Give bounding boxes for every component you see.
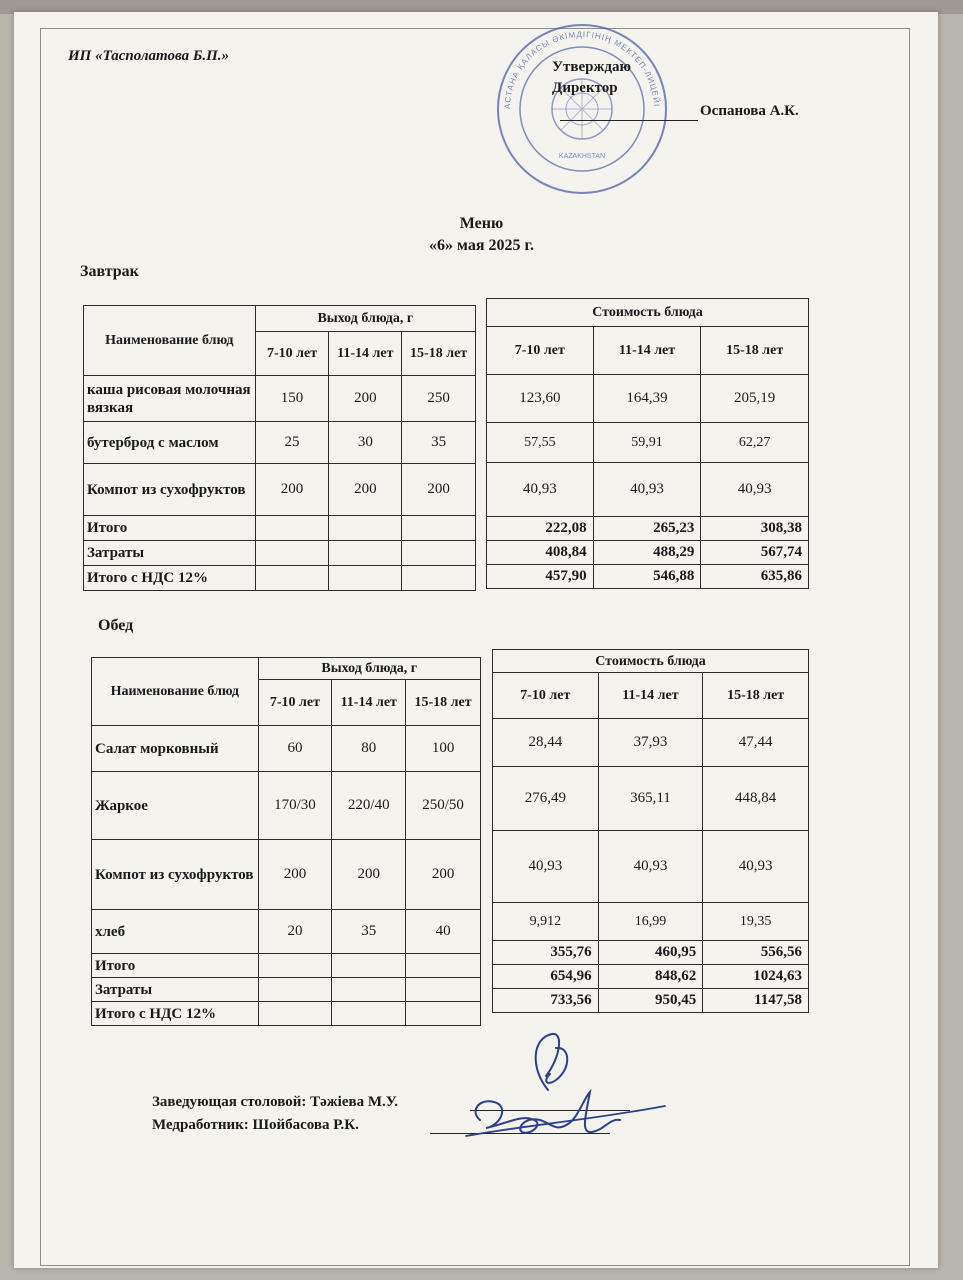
weight-cell: 25: [255, 422, 329, 464]
weight-cell: 40: [406, 910, 481, 954]
total-cost-cell: 556,56: [703, 941, 809, 965]
age-header: 15-18 лет: [703, 673, 809, 719]
table-row: [493, 767, 809, 831]
breakfast-weights-table: [83, 305, 476, 591]
weight-cell: 250: [402, 376, 476, 422]
table-row: [487, 565, 809, 589]
table-row: [487, 517, 809, 541]
cost-cell: 40,93: [701, 463, 809, 517]
cost-cell: 59,91: [593, 423, 701, 463]
weights-header: Выход блюда, г: [258, 658, 480, 680]
age-header: 11-14 лет: [598, 673, 703, 719]
weights-header: Выход блюда, г: [255, 306, 475, 332]
empty-cell: [402, 541, 476, 566]
cost-cell: 16,99: [598, 903, 703, 941]
weight-cell: 220/40: [332, 772, 406, 840]
table-row: [84, 376, 476, 422]
expenses-cell: 848,62: [598, 965, 703, 989]
empty-cell: [258, 1002, 332, 1026]
lunch-section-title: Обед: [98, 617, 134, 634]
document-date: «6» мая 2025 г.: [429, 237, 534, 254]
table-row: [493, 989, 809, 1013]
table-row: [493, 719, 809, 767]
table-row: [493, 941, 809, 965]
cost-cell: 28,44: [493, 719, 599, 767]
lunch-weights-table: [91, 657, 481, 1026]
table-row: [92, 954, 481, 978]
cost-cell: 40,93: [487, 463, 594, 517]
total-cost-cell: 222,08: [487, 517, 594, 541]
total-vat-label: Итого с НДС 12%: [84, 566, 256, 591]
table-row: [493, 831, 809, 903]
name-header: Наименование блюд: [84, 306, 256, 376]
cost-header: Стоимость блюда: [493, 650, 809, 673]
age-header: 7-10 лет: [487, 327, 594, 375]
empty-cell: [255, 516, 329, 541]
age-header: 11-14 лет: [329, 332, 402, 376]
approve-label: Утверждаю: [552, 59, 631, 75]
official-stamp: [495, 18, 670, 200]
cost-cell: 123,60: [487, 375, 594, 423]
stamp-center-text: KAZAKHSTAN: [558, 153, 606, 160]
director-name: Оспанова А.К.: [700, 103, 799, 119]
weight-cell: 35: [402, 422, 476, 464]
medic-label: Медработник: Шойбасова Р.К.: [152, 1117, 359, 1133]
table-row: [92, 910, 481, 954]
weight-cell: 200: [329, 376, 402, 422]
age-header: 7-10 лет: [258, 680, 332, 726]
cost-cell: 40,93: [598, 831, 703, 903]
empty-cell: [406, 954, 481, 978]
empty-cell: [332, 978, 406, 1002]
cost-cell: 47,44: [703, 719, 809, 767]
table-row: [92, 726, 481, 772]
table-row: [84, 566, 476, 591]
cost-cell: 365,11: [598, 767, 703, 831]
name-header: Наименование блюд: [92, 658, 259, 726]
breakfast-section-title: Завтрак: [80, 263, 139, 280]
table-row: [84, 464, 476, 516]
dish-name: хлеб: [92, 910, 259, 954]
total-vat-cell: 950,45: [598, 989, 703, 1013]
empty-cell: [402, 516, 476, 541]
weight-cell: 100: [406, 726, 481, 772]
cost-cell: 57,55: [487, 423, 594, 463]
total-vat-cell: 546,88: [593, 565, 701, 589]
table-row: [92, 772, 481, 840]
cost-cell: 37,93: [598, 719, 703, 767]
empty-cell: [329, 566, 402, 591]
empty-cell: [406, 978, 481, 1002]
expenses-cell: 567,74: [701, 541, 809, 565]
total-cost-cell: 355,76: [493, 941, 599, 965]
table-row: [84, 541, 476, 566]
age-header: 15-18 лет: [402, 332, 476, 376]
total-vat-label: Итого с НДС 12%: [92, 1002, 259, 1026]
cost-cell: 40,93: [493, 831, 599, 903]
age-header: 7-10 лет: [255, 332, 329, 376]
cost-cell: 276,49: [493, 767, 599, 831]
empty-cell: [406, 1002, 481, 1026]
weight-cell: 30: [329, 422, 402, 464]
director-label: Директор: [552, 80, 618, 96]
table-row: [84, 516, 476, 541]
empty-cell: [402, 566, 476, 591]
age-header: 15-18 лет: [406, 680, 481, 726]
expenses-label: Затраты: [92, 978, 259, 1002]
weight-cell: 35: [332, 910, 406, 954]
approval-block: [552, 57, 631, 99]
total-cost-cell: 460,95: [598, 941, 703, 965]
cost-cell: 19,35: [703, 903, 809, 941]
age-header: 7-10 лет: [493, 673, 599, 719]
empty-cell: [255, 541, 329, 566]
table-row: [487, 375, 809, 423]
dish-name: Жаркое: [92, 772, 259, 840]
expenses-cell: 1024,63: [703, 965, 809, 989]
weight-cell: 200: [406, 840, 481, 910]
stamp-text: АСТАНА ҚАЛАСЫ ӘКІМДІГІНІҢ МЕКТЕП-ЛИЦЕЙІ: [502, 29, 661, 110]
dish-name: Салат морковный: [92, 726, 259, 772]
weight-cell: 250/50: [406, 772, 481, 840]
table-row: [92, 1002, 481, 1026]
weight-cell: 200: [402, 464, 476, 516]
weight-cell: 200: [332, 840, 406, 910]
weight-cell: 200: [255, 464, 329, 516]
table-row: [487, 541, 809, 565]
table-row: [84, 422, 476, 464]
document-title: Меню: [459, 215, 504, 232]
table-row: [493, 903, 809, 941]
expenses-cell: 408,84: [487, 541, 594, 565]
empty-cell: [329, 516, 402, 541]
cost-cell: 164,39: [593, 375, 701, 423]
empty-cell: [332, 954, 406, 978]
company-name: ИП «Тасполатова Б.П.»: [68, 48, 230, 64]
weight-cell: 200: [258, 840, 332, 910]
total-vat-cell: 457,90: [487, 565, 594, 589]
age-header: 11-14 лет: [593, 327, 701, 375]
table-row: [493, 965, 809, 989]
expenses-cell: 654,96: [493, 965, 599, 989]
total-label: Итого: [84, 516, 256, 541]
weight-cell: 200: [329, 464, 402, 516]
total-label: Итого: [92, 954, 259, 978]
empty-cell: [329, 541, 402, 566]
dish-name: Компот из сухофруктов: [92, 840, 259, 910]
cost-cell: 9,912: [493, 903, 599, 941]
breakfast-cost-table: [486, 298, 809, 589]
cost-header: Стоимость блюда: [487, 299, 809, 327]
dish-name: каша рисовая молочная вязкая: [84, 376, 256, 422]
total-vat-cell: 733,56: [493, 989, 599, 1013]
age-header: 11-14 лет: [332, 680, 406, 726]
expenses-label: Затраты: [84, 541, 256, 566]
head-of-canteen-label: Заведующая столовой: Тәжіева М.У.: [152, 1094, 399, 1110]
expenses-cell: 488,29: [593, 541, 701, 565]
cost-cell: 40,93: [703, 831, 809, 903]
weight-cell: 20: [258, 910, 332, 954]
table-row: [487, 423, 809, 463]
lunch-cost-table: [492, 649, 809, 1013]
handwritten-signature: [460, 1028, 680, 1158]
age-header: 15-18 лет: [701, 327, 809, 375]
total-vat-cell: 1147,58: [703, 989, 809, 1013]
cost-cell: 448,84: [703, 767, 809, 831]
cost-cell: 62,27: [701, 423, 809, 463]
dish-name: бутерброд с маслом: [84, 422, 256, 464]
table-row: [92, 840, 481, 910]
empty-cell: [258, 978, 332, 1002]
weight-cell: 150: [255, 376, 329, 422]
weight-cell: 170/30: [258, 772, 332, 840]
total-cost-cell: 308,38: [701, 517, 809, 541]
weight-cell: 80: [332, 726, 406, 772]
table-row: [487, 463, 809, 517]
cost-cell: 205,19: [701, 375, 809, 423]
table-row: [92, 978, 481, 1002]
empty-cell: [332, 1002, 406, 1026]
total-cost-cell: 265,23: [593, 517, 701, 541]
total-vat-cell: 635,86: [701, 565, 809, 589]
weight-cell: 60: [258, 726, 332, 772]
empty-cell: [255, 566, 329, 591]
director-signature-line: [560, 120, 698, 121]
cost-cell: 40,93: [593, 463, 701, 517]
dish-name: Компот из сухофруктов: [84, 464, 256, 516]
empty-cell: [258, 954, 332, 978]
